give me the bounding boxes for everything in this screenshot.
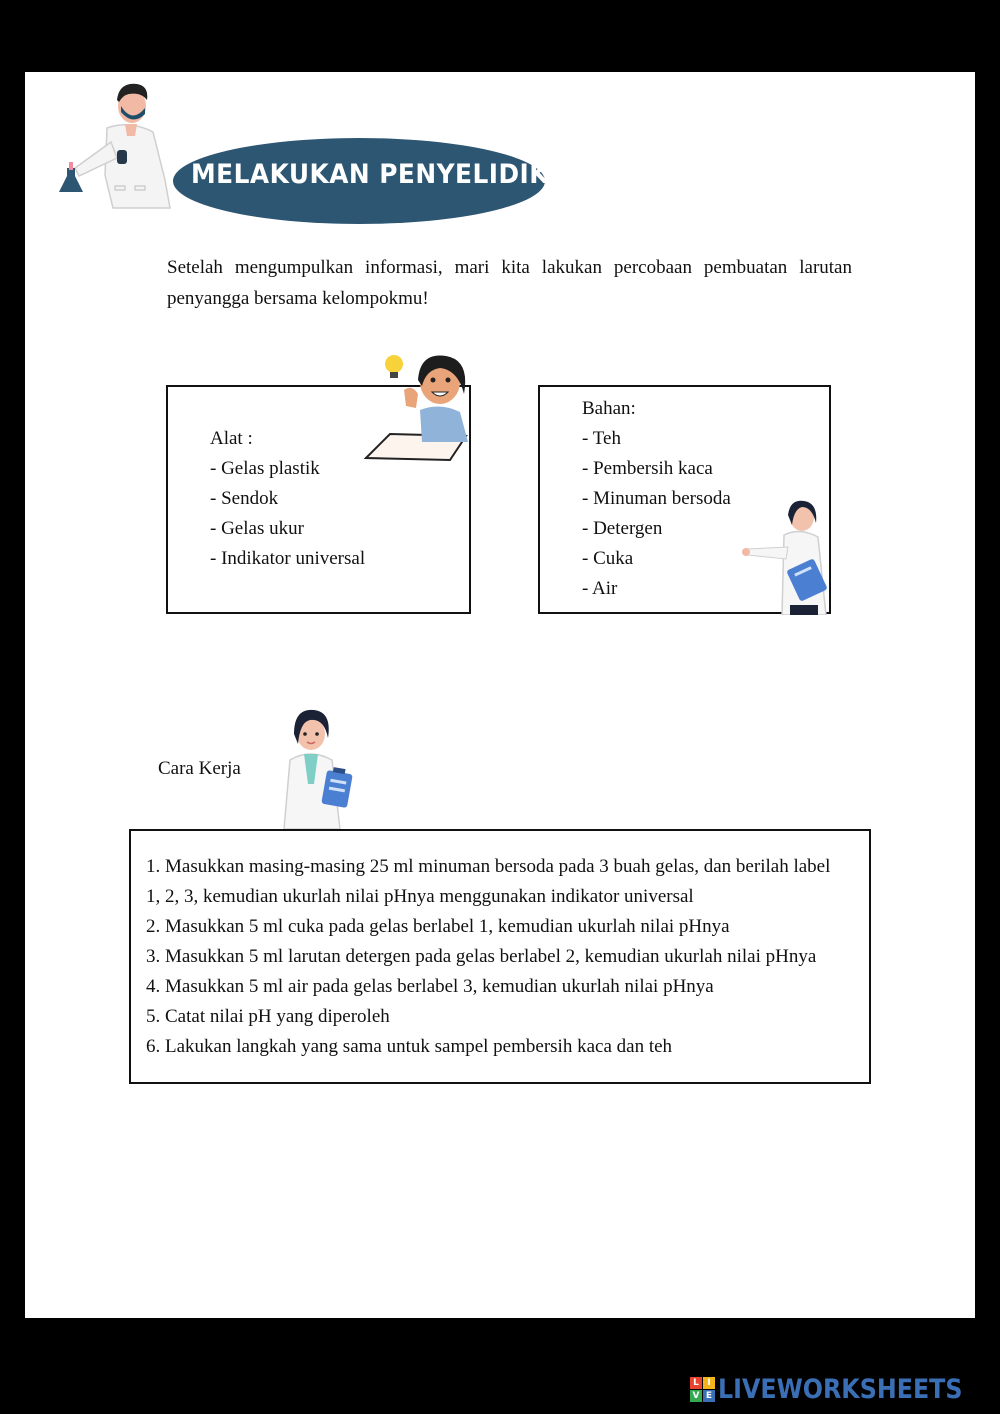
list-item: - Teh bbox=[582, 428, 621, 449]
step-line: 1. Masukkan masing-masing 25 ml minuman bersoda pada 3 buah gelas, dan berilah label bbox=[146, 856, 831, 877]
step-line: 2. Masukkan 5 ml cuka pada gelas berlabel 1, kemudian ukurlah nilai pHnya bbox=[146, 916, 730, 937]
list-item: - Pembersih kaca bbox=[582, 458, 713, 479]
step-line: 6. Lakukan langkah yang sama untuk sampel pembersih kaca dan teh bbox=[146, 1036, 673, 1057]
cara-kerja-steps bbox=[146, 852, 830, 1062]
worksheet-page bbox=[25, 72, 975, 1318]
liveworksheets-logo[interactable] bbox=[690, 1374, 996, 1405]
list-item: - Sendok bbox=[210, 488, 279, 509]
girl-idea-illustration bbox=[360, 350, 475, 465]
list-item: - Air bbox=[582, 578, 618, 599]
step-line: 5. Catat nilai pH yang diperoleh bbox=[146, 1006, 390, 1027]
bahan-list bbox=[582, 394, 731, 604]
scientist-man-illustration bbox=[45, 80, 180, 210]
alat-list bbox=[210, 424, 365, 574]
page-title: MELAKUKAN PENYELIDIKAN bbox=[191, 159, 590, 190]
logo-text: LIVEWORKSHEETS bbox=[718, 1374, 963, 1405]
logo-grid-icon: L I V E bbox=[690, 1377, 715, 1402]
doctor-clipboard-illustration bbox=[280, 704, 365, 829]
list-item: - Gelas plastik bbox=[210, 458, 320, 479]
step-line: 1, 2, 3, kemudian ukurlah nilai pHnya menggunakan indikator universal bbox=[146, 886, 694, 907]
cara-kerja-label: Cara Kerja bbox=[158, 758, 241, 779]
list-item: Bahan: bbox=[582, 398, 636, 419]
list-item: - Gelas ukur bbox=[210, 518, 304, 539]
list-item: - Minuman bersoda bbox=[582, 488, 731, 509]
list-item: - Indikator universal bbox=[210, 548, 366, 569]
list-item: Alat : bbox=[210, 428, 253, 449]
list-item: - Detergen bbox=[582, 518, 663, 539]
doctor-pointing-illustration bbox=[740, 497, 835, 615]
list-item: - Cuka bbox=[582, 548, 634, 569]
step-line: 3. Masukkan 5 ml larutan detergen pada gelas berlabel 2, kemudian ukurlah nilai pHnya bbox=[146, 946, 817, 967]
intro-paragraph: Setelah mengumpulkan informasi, mari kita lakukan percobaan pembuatan larutan penyangga bersama kelompokmu! bbox=[167, 257, 852, 309]
step-line: 4. Masukkan 5 ml air pada gelas berlabel 3, kemudian ukurlah nilai pHnya bbox=[146, 976, 714, 997]
